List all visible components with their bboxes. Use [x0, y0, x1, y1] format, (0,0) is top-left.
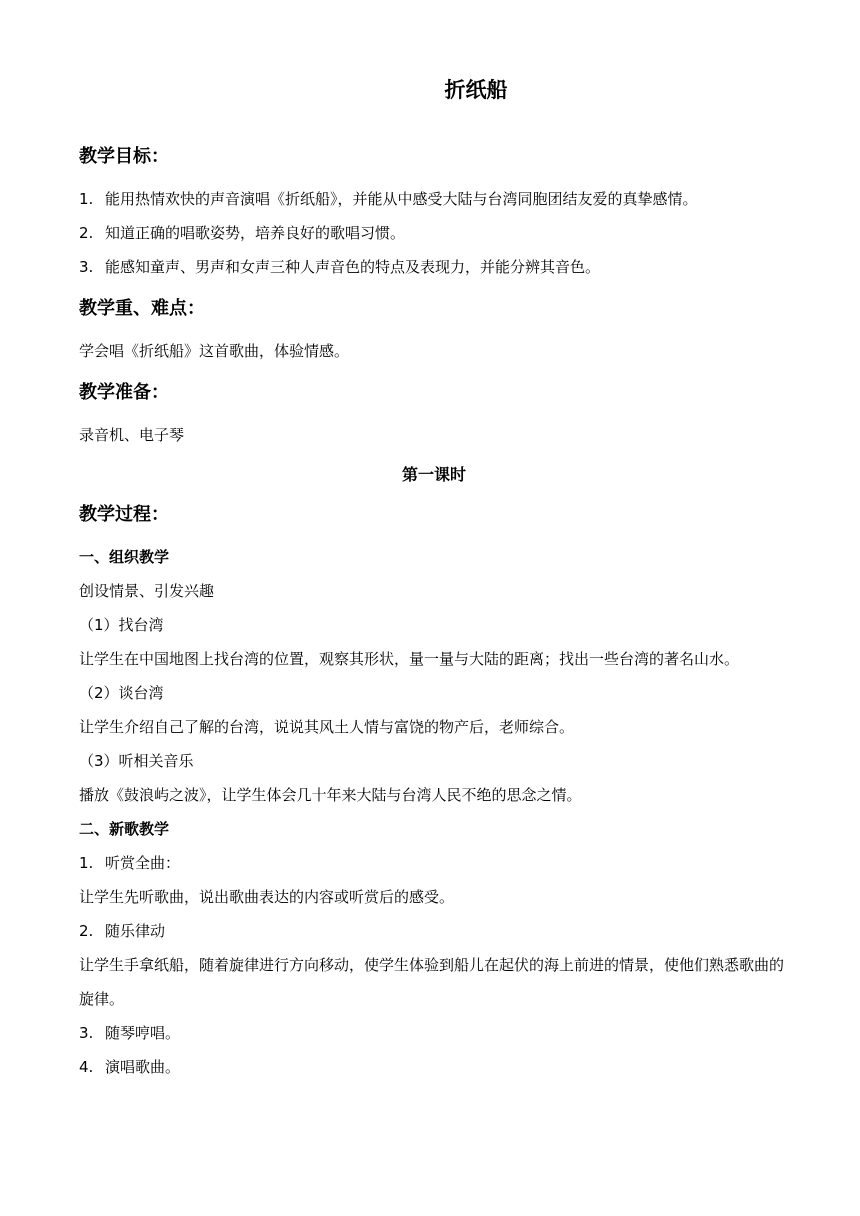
section2-step2-text: 让学生手拿纸船，随着旋律进行方向移动，使学生体验到船儿在起伏的海上前进的情景，使他们熟悉歌曲的旋律。 [79, 956, 785, 1008]
step-title: 随琴哼唱。 [105, 1024, 181, 1042]
section2-step2-title [79, 914, 789, 948]
objective-text: 能感知童声、男声和女声三种人声音色的特点及表现力，并能分辨其音色。 [105, 258, 601, 276]
section2-step3-title [79, 1016, 789, 1050]
section2-step1-title [79, 846, 789, 880]
section1-intro: 创设情景、引发兴趣 [79, 582, 215, 600]
section2-step1-text: 让学生先听歌曲，说出歌曲表达的内容或听赏后的感受。 [79, 888, 455, 906]
section1-heading: 一、组织教学 [79, 548, 170, 566]
objective-number: 2. [79, 224, 94, 242]
step-number: 4. [79, 1058, 94, 1076]
section1-sub2-title: （2）谈台湾 [79, 684, 164, 702]
step-number: 3. [79, 1024, 94, 1042]
objective-number: 1. [79, 190, 94, 208]
section2-heading: 二、新歌教学 [79, 820, 170, 838]
objective-item [79, 250, 789, 284]
step-title: 随乐律动 [105, 922, 166, 940]
lesson-title: 第一课时 [401, 465, 466, 484]
preparation-text: 录音机、电子琴 [79, 426, 185, 444]
section1-sub1-title: （1）找台湾 [79, 616, 164, 634]
objective-item [79, 216, 789, 250]
section1-sub3-text: 播放《鼓浪屿之波》，让学生体会几十年来大陆与台湾人民不绝的思念之情。 [79, 786, 582, 804]
key-points-text: 学会唱《折纸船》这首歌曲，体验情感。 [79, 342, 350, 360]
objective-number: 3. [79, 258, 94, 276]
document-title: 折纸船 [444, 78, 508, 102]
step-number: 2. [79, 922, 94, 940]
key-points-heading: 教学重、难点： [79, 298, 205, 319]
section1-sub1-text: 让学生在中国地图上找台湾的位置，观察其形状，量一量与大陆的距离；找出一些台湾的著名山水。 [79, 650, 740, 668]
process-heading: 教学过程： [79, 504, 169, 525]
section2-step4-title [79, 1050, 789, 1084]
section1-sub2-text: 让学生介绍自己了解的台湾，说说其风土人情与富饶的物产后，老师综合。 [79, 718, 575, 736]
objectives-heading: 教学目标： [79, 146, 169, 167]
step-title: 演唱歌曲。 [105, 1058, 181, 1076]
objective-text: 能用热情欢快的声音演唱《折纸船》，并能从中感受大陆与台湾同胞团结友爱的真挚感情。 [105, 190, 698, 208]
document-body [79, 140, 789, 1084]
step-number: 1. [79, 854, 94, 872]
objective-text: 知道正确的唱歌姿势，培养良好的歌唱习惯。 [105, 224, 406, 242]
preparation-heading: 教学准备： [79, 382, 169, 403]
objective-item [79, 182, 789, 216]
step-title: 听赏全曲： [105, 854, 181, 872]
section1-sub3-title: （3）听相关音乐 [79, 752, 194, 770]
